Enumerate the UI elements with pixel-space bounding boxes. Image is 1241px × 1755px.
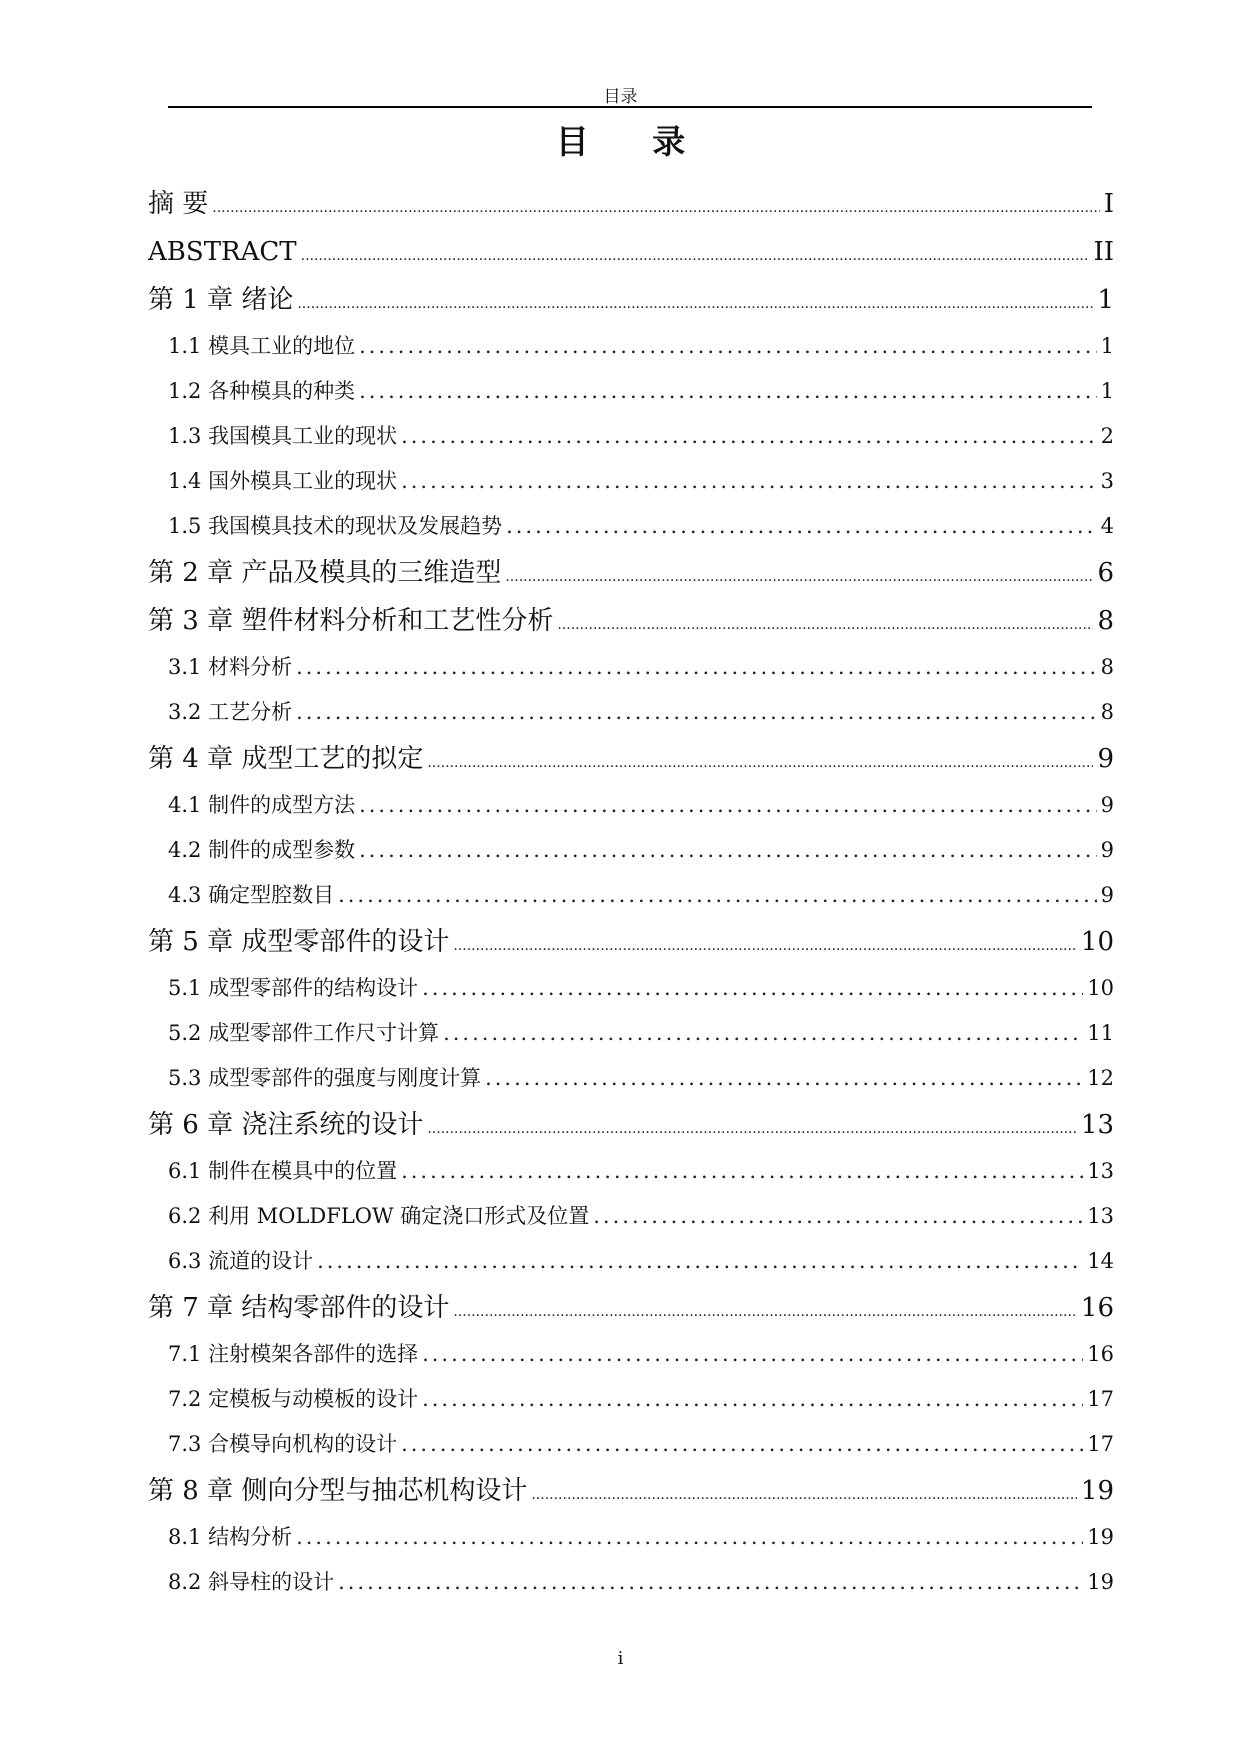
dot-leader bbox=[359, 783, 1097, 828]
dot-leader bbox=[401, 414, 1097, 459]
toc-entry-title: 4.3 确定型腔数目 bbox=[168, 883, 335, 907]
toc-chapter-entry[interactable] bbox=[148, 1467, 1114, 1515]
dot-leader bbox=[485, 1056, 1083, 1101]
toc-entry-title: 第 2 章 产品及模具的三维造型 bbox=[148, 558, 502, 588]
page-title: 目 录 bbox=[555, 122, 712, 161]
toc-section-entry[interactable] bbox=[148, 1239, 1114, 1284]
toc-entry-title: 5.3 成型零部件的强度与刚度计算 bbox=[168, 1066, 482, 1090]
toc-section-entry[interactable] bbox=[148, 783, 1114, 828]
toc-entry-page: I bbox=[1103, 189, 1114, 219]
toc-entry-title: 1.4 国外模具工业的现状 bbox=[168, 469, 398, 493]
toc-entry-title: 第 8 章 侧向分型与抽芯机构设计 bbox=[148, 1476, 528, 1506]
dot-leader bbox=[296, 690, 1097, 735]
dot-leader bbox=[453, 1288, 1077, 1336]
dot-leader bbox=[427, 1105, 1077, 1153]
dot-leader bbox=[506, 504, 1097, 549]
toc-entry-title: ABSTRACT bbox=[148, 237, 297, 267]
toc-section-entry[interactable] bbox=[148, 504, 1114, 549]
toc-entry-title: 第 4 章 成型工艺的拟定 bbox=[148, 744, 424, 774]
toc-entry-title: 7.3 合模导向机构的设计 bbox=[168, 1432, 398, 1456]
toc-entry-page: 19 bbox=[1080, 1476, 1114, 1506]
toc-entry-page: 8 bbox=[1100, 700, 1114, 724]
dot-leader bbox=[401, 459, 1097, 504]
toc-entry-page: 1 bbox=[1097, 285, 1114, 315]
running-head: 目录 bbox=[603, 87, 638, 107]
toc-section-entry[interactable] bbox=[148, 1422, 1114, 1467]
dot-leader bbox=[422, 966, 1083, 1011]
toc-entry-title: 第 7 章 结构零部件的设计 bbox=[148, 1293, 450, 1323]
toc-entry-title: 8.2 斜导柱的设计 bbox=[168, 1570, 335, 1594]
table-of-contents bbox=[148, 180, 1114, 1605]
dot-leader bbox=[317, 1239, 1083, 1284]
toc-chapter-entry[interactable] bbox=[148, 597, 1114, 645]
toc-chapter-entry[interactable] bbox=[148, 735, 1114, 783]
dot-leader bbox=[401, 1149, 1083, 1194]
toc-entry-title: 4.1 制件的成型方法 bbox=[168, 793, 356, 817]
toc-entry-page: 2 bbox=[1100, 424, 1114, 448]
toc-entry-title: 5.1 成型零部件的结构设计 bbox=[168, 976, 419, 1000]
toc-section-entry[interactable] bbox=[148, 414, 1114, 459]
toc-entry-title: 第 3 章 塑件材料分析和工艺性分析 bbox=[148, 606, 554, 636]
toc-chapter-entry[interactable] bbox=[148, 918, 1114, 966]
toc-entry-title: 3.2 工艺分析 bbox=[168, 700, 293, 724]
toc-entry-title: 7.1 注射模架各部件的选择 bbox=[168, 1342, 419, 1366]
toc-entry-title: 4.2 制件的成型参数 bbox=[168, 838, 356, 862]
toc-entry-title: 第 5 章 成型零部件的设计 bbox=[148, 927, 450, 957]
toc-entry-title: 7.2 定模板与动模板的设计 bbox=[168, 1387, 419, 1411]
dot-leader bbox=[505, 553, 1093, 601]
toc-section-entry[interactable] bbox=[148, 1515, 1114, 1560]
toc-chapter-entry[interactable] bbox=[148, 1284, 1114, 1332]
toc-entry-title: 6.2 利用 MOLDFLOW 确定浇口形式及位置 bbox=[168, 1204, 590, 1228]
toc-entry-title: 5.2 成型零部件工作尺寸计算 bbox=[168, 1021, 440, 1045]
toc-entry-page: 10 bbox=[1080, 927, 1114, 957]
dot-leader bbox=[359, 369, 1097, 414]
toc-section-entry[interactable] bbox=[148, 828, 1114, 873]
toc-entry-title: 1.1 模具工业的地位 bbox=[168, 334, 356, 358]
toc-entry-title: 第 6 章 浇注系统的设计 bbox=[148, 1110, 424, 1140]
toc-section-entry[interactable] bbox=[148, 1560, 1114, 1605]
toc-entry-page: 14 bbox=[1087, 1249, 1114, 1273]
dot-leader bbox=[531, 1471, 1077, 1519]
toc-section-entry[interactable] bbox=[148, 1149, 1114, 1194]
toc-entry-title: 1.5 我国模具技术的现状及发展趋势 bbox=[168, 514, 503, 538]
toc-entry-title: 1.3 我国模具工业的现状 bbox=[168, 424, 398, 448]
toc-entry-title: 6.3 流道的设计 bbox=[168, 1249, 314, 1273]
toc-entry-page: 9 bbox=[1097, 744, 1114, 774]
toc-section-entry[interactable] bbox=[148, 369, 1114, 414]
toc-chapter-entry[interactable] bbox=[148, 549, 1114, 597]
toc-section-entry[interactable] bbox=[148, 1056, 1114, 1101]
toc-section-entry[interactable] bbox=[148, 1377, 1114, 1422]
toc-section-entry[interactable] bbox=[148, 324, 1114, 369]
toc-entry-title: 摘 要 bbox=[148, 189, 209, 219]
toc-entry-page: 9 bbox=[1100, 883, 1114, 907]
toc-entry-page: 1 bbox=[1100, 334, 1114, 358]
toc-section-entry[interactable] bbox=[148, 873, 1114, 918]
toc-entry-page: 17 bbox=[1087, 1432, 1114, 1456]
toc-entry-title: 第 1 章 绪论 bbox=[148, 285, 294, 315]
dot-leader bbox=[297, 280, 1093, 328]
toc-chapter-entry[interactable] bbox=[148, 228, 1114, 276]
toc-chapter-entry[interactable] bbox=[148, 1101, 1114, 1149]
toc-section-entry[interactable] bbox=[148, 1011, 1114, 1056]
toc-entry-page: 4 bbox=[1100, 514, 1114, 538]
dot-leader bbox=[401, 1422, 1083, 1467]
toc-entry-title: 8.1 结构分析 bbox=[168, 1525, 293, 1549]
toc-entry-page: 9 bbox=[1100, 793, 1114, 817]
page-number: i bbox=[617, 1648, 624, 1669]
toc-entry-page: 10 bbox=[1087, 976, 1114, 1000]
toc-entry-page: 19 bbox=[1087, 1570, 1114, 1594]
toc-entry-title: 3.1 材料分析 bbox=[168, 655, 293, 679]
toc-entry-page: 8 bbox=[1097, 606, 1114, 636]
dot-leader bbox=[557, 601, 1093, 649]
dot-leader bbox=[422, 1332, 1083, 1377]
toc-entry-title: 1.2 各种模具的种类 bbox=[168, 379, 356, 403]
toc-entry-page: 11 bbox=[1087, 1021, 1114, 1045]
toc-entry-page: II bbox=[1093, 237, 1114, 267]
dot-leader bbox=[296, 645, 1097, 690]
dot-leader bbox=[338, 873, 1097, 918]
toc-entry-page: 17 bbox=[1087, 1387, 1114, 1411]
toc-section-entry[interactable] bbox=[148, 966, 1114, 1011]
dot-leader bbox=[359, 828, 1097, 873]
toc-entry-page: 1 bbox=[1100, 379, 1114, 403]
toc-section-entry[interactable] bbox=[148, 645, 1114, 690]
toc-entry-page: 12 bbox=[1087, 1066, 1114, 1090]
dot-leader bbox=[443, 1011, 1083, 1056]
toc-section-entry[interactable] bbox=[148, 690, 1114, 735]
dot-leader bbox=[359, 324, 1097, 369]
toc-entry-page: 8 bbox=[1100, 655, 1114, 679]
toc-entry-page: 9 bbox=[1100, 838, 1114, 862]
dot-leader bbox=[296, 1515, 1083, 1560]
toc-entry-page: 13 bbox=[1087, 1204, 1114, 1228]
dot-leader bbox=[338, 1560, 1083, 1605]
toc-entry-page: 3 bbox=[1100, 469, 1114, 493]
dot-leader bbox=[212, 184, 1099, 232]
dot-leader bbox=[427, 739, 1093, 787]
dot-leader bbox=[422, 1377, 1083, 1422]
toc-entry-page: 16 bbox=[1087, 1342, 1114, 1366]
dot-leader bbox=[453, 922, 1077, 970]
toc-section-entry[interactable] bbox=[148, 459, 1114, 504]
toc-chapter-entry[interactable] bbox=[148, 276, 1114, 324]
toc-section-entry[interactable] bbox=[148, 1332, 1114, 1377]
toc-entry-page: 6 bbox=[1097, 558, 1114, 588]
toc-entry-page: 13 bbox=[1087, 1159, 1114, 1183]
toc-entry-page: 13 bbox=[1080, 1110, 1114, 1140]
dot-leader bbox=[301, 232, 1090, 280]
toc-entry-page: 19 bbox=[1087, 1525, 1114, 1549]
toc-entry-page: 16 bbox=[1080, 1293, 1114, 1323]
toc-section-entry[interactable] bbox=[148, 1194, 1114, 1239]
header-rule bbox=[168, 106, 1092, 108]
toc-entry-title: 6.1 制件在模具中的位置 bbox=[168, 1159, 398, 1183]
dot-leader bbox=[593, 1194, 1083, 1239]
toc-chapter-entry[interactable] bbox=[148, 180, 1114, 228]
